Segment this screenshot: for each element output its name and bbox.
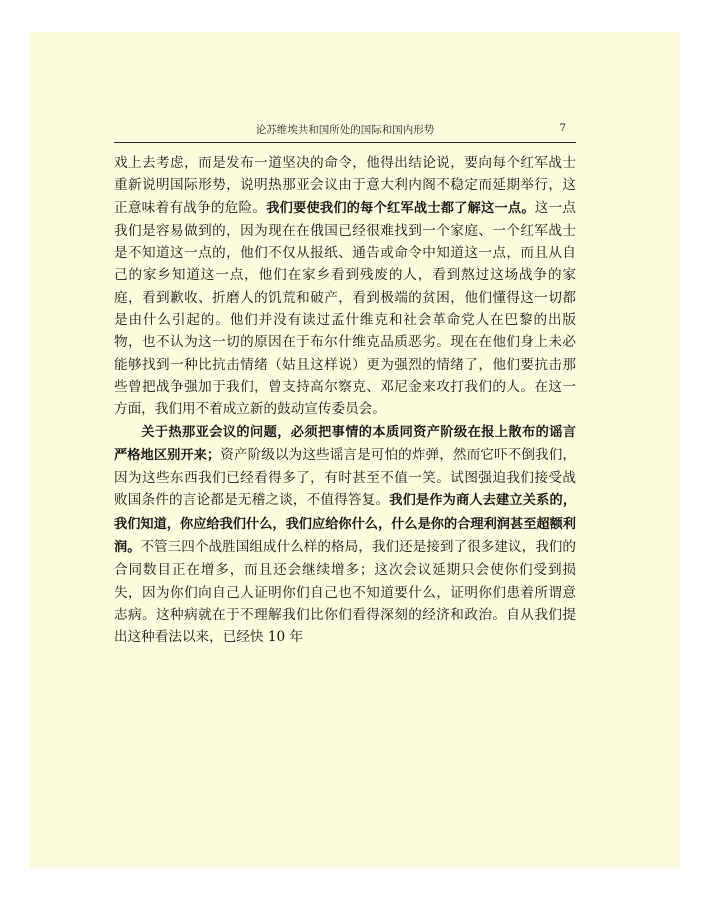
paragraph-1	[114, 152, 576, 421]
paragraph-2-text-2: 不管三四个战胜国组成什么样的格局，我们还是接到了很多建议，我们的合同数目正在增多，而且还会继续增多；这次会议延期只会使你们受到损失，因为你们向自己人证明你们自己也不知道要什么，证明你们患着所谓意志病。这种病就在于不理解我们比你们看得深刻的经济和政治。自从我们提出这种看法以来，已经快 10 年	[114, 539, 577, 646]
paragraph-1-text-2: 这一点我们是容易做到的，因为现在在俄国已经很难找到一个家庭、一个红军战士是不知道这一点的，他们不仅从报纸、通告或命令中知道这一点，而且从自己的家乡知道这一点，他们在家乡看到残废的人，看到熬过这场战争的家庭，看到歉收、折磨人的饥荒和破产，看到极端的贫困，他们懂得这一切都是由什么引起的。他们并没有读过孟什维克和社会革命党人在巴黎的出版物，也不认为这一切的原因在于布尔什维克品质恶劣。现在在他们身上未必能够找到一种比抗击情绪（姑且这样说）更为强烈的情绪了，他们要抗击那些曾把战争强加于我们，曾支持高尔察克、邓尼金来攻打我们的人。在这一方面，我们用不着成立新的鼓动宣传委员会。	[114, 199, 577, 418]
paragraph-2-text-1: 资产阶级以为这些谣言是可怕的炸弹，然而它吓不倒我们，因为这些东西我们已经看得多了，有时甚至不值一笑。试图强迫我们接受战败国条件的言论都是无稽之谈，不值得答复。	[114, 446, 577, 509]
running-header-title: 论苏维埃共和国所处的国际和国内形势	[255, 124, 435, 136]
body-text	[114, 152, 576, 649]
page-number: 7	[559, 122, 566, 134]
paragraph-2	[114, 421, 576, 649]
running-header	[114, 120, 576, 143]
paragraph-1-text-1: 戏上去考虑，而是发布一道坚决的命令，他得出结论说，要向每个红军战士重新说明国际形势，说明热那亚会议由于意大利内阁不稳定而延期举行，这正意味着有战争的危险。	[114, 155, 576, 216]
paragraph-2-bold-1: 关于热那亚会议的问题，必须把事情的本质同资产阶级在报上散布的谣言严格地区别开来；	[114, 424, 576, 463]
paragraph-2-bold-2: 我们是作为商人去建立关系的，我们知道，你应给我们什么，我们应给你什么，什么是你的合理利润甚至超额利润。	[114, 493, 577, 556]
paragraph-1-bold-1: 我们要使我们的每个红军战士都了解这一点。	[266, 200, 535, 216]
